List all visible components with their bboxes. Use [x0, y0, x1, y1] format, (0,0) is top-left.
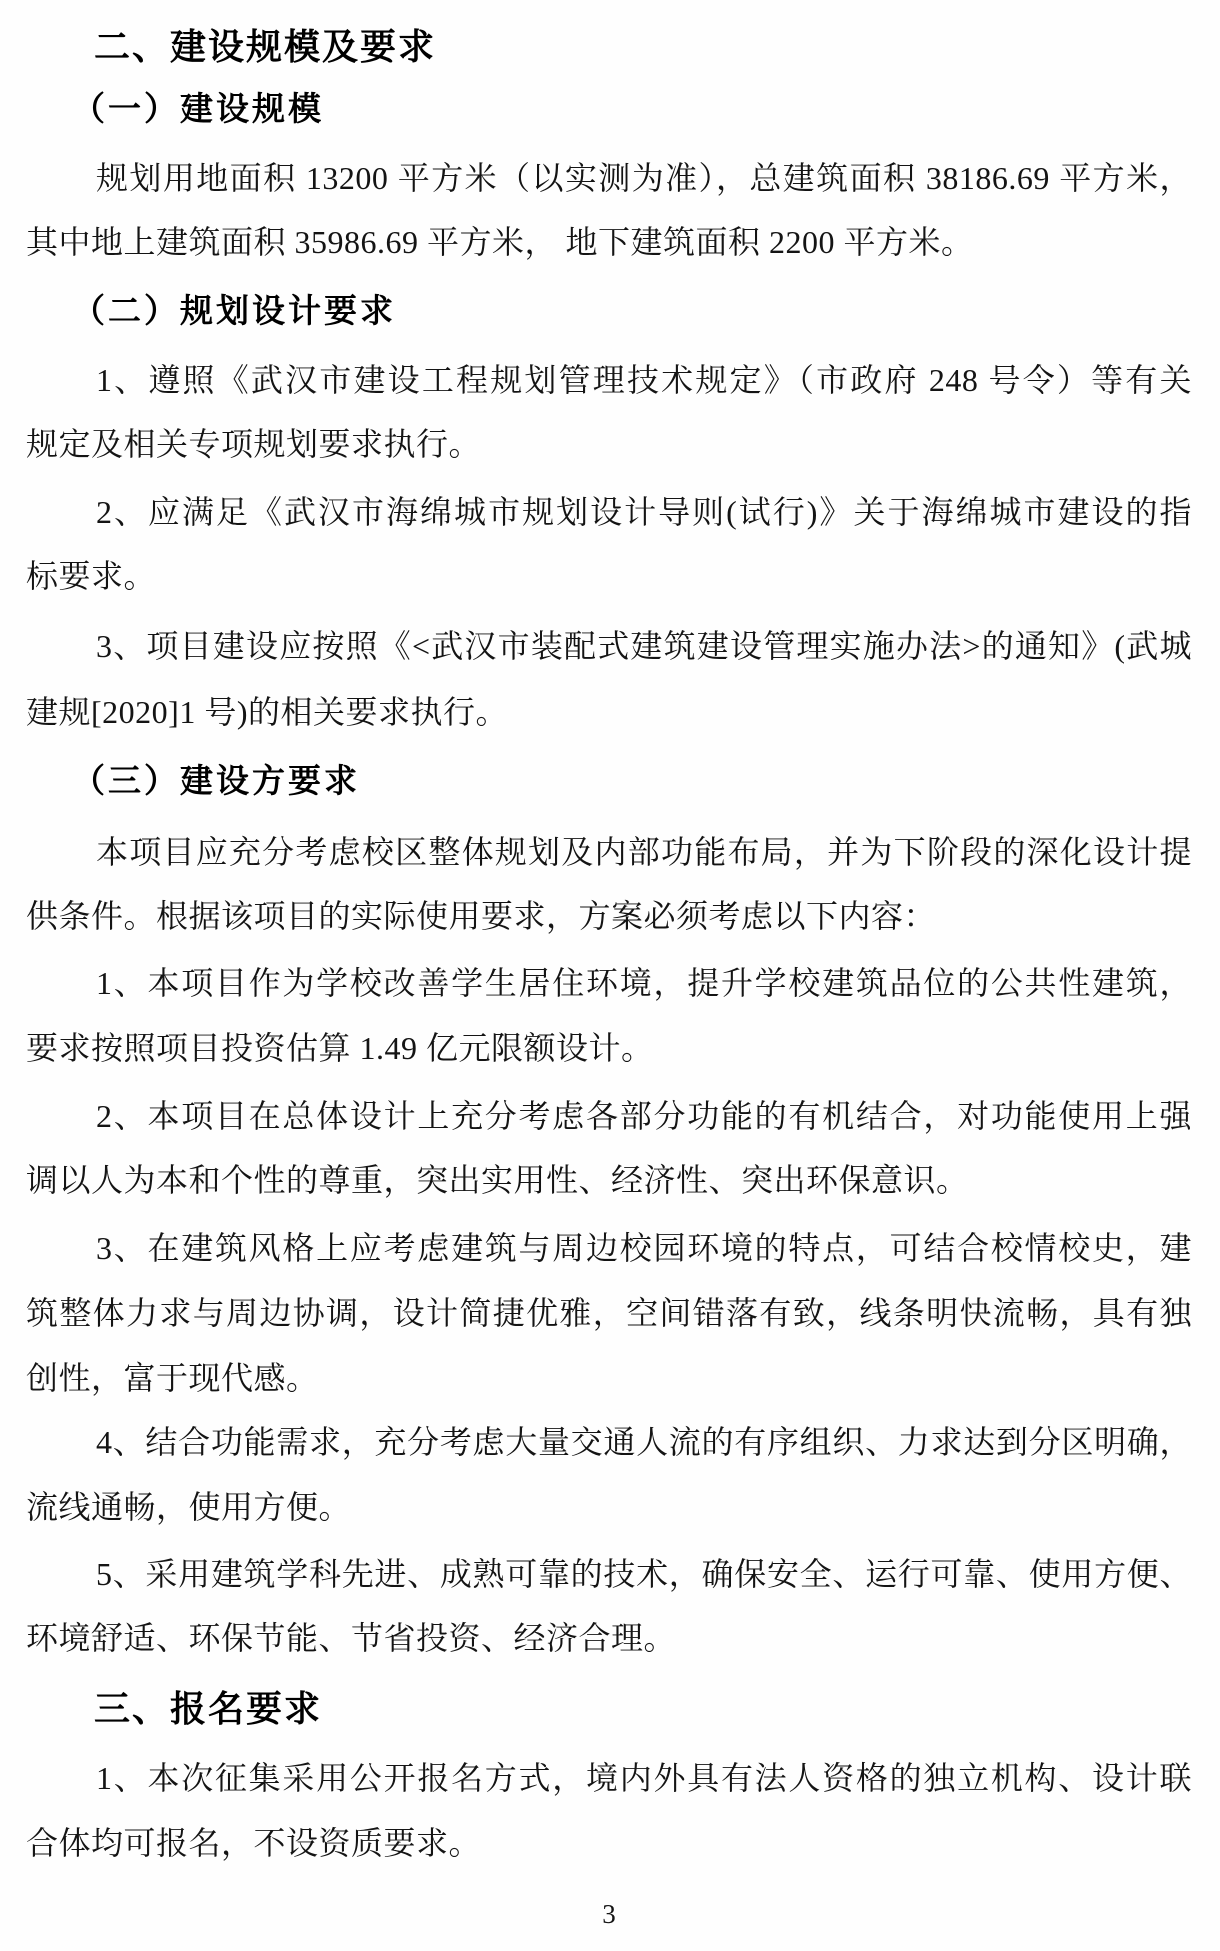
heading-sub-2-planning-design-requirements: （二）规划设计要求 [72, 294, 396, 330]
paragraph-line: 筑整体力求与周边协调，设计简捷优雅，空间错落有致，线条明快流畅，具有独 [26, 1295, 1192, 1331]
paragraph-line: 1、遵照《武汉市建设工程规划管理技术规定》（市政府 248 号令）等有关 [96, 362, 1192, 398]
paragraph-line: 创性，富于现代感。 [26, 1360, 319, 1396]
paragraph-line: 合体均可报名，不设资质要求。 [26, 1825, 482, 1861]
paragraph-line: 建规[2020]1 号)的相关要求执行。 [26, 694, 508, 730]
heading-sub-3-owner-requirements: （三）建设方要求 [72, 764, 360, 800]
paragraph-line: 4、结合功能需求，充分考虑大量交通人流的有序组织、力求达到分区明确， [96, 1424, 1192, 1460]
paragraph-line: 调以人为本和个性的尊重，突出实用性、经济性、突出环保意识。 [26, 1162, 969, 1198]
paragraph-line: 供条件。根据该项目的实际使用要求，方案必须考虑以下内容： [26, 898, 937, 934]
page-number: 3 [602, 1899, 616, 1929]
heading-section-2-construction-scale-requirements: 二、建设规模及要求 [94, 26, 437, 67]
paragraph-line: 流线通畅，使用方便。 [26, 1489, 352, 1525]
paragraph-line: 2、本项目在总体设计上充分考虑各部分功能的有机结合，对功能使用上强 [96, 1098, 1192, 1134]
paragraph-line: 其中地上建筑面积 35986.69 平方米， 地下建筑面积 2200 平方米。 [26, 224, 974, 260]
paragraph-line: 规定及相关专项规划要求执行。 [26, 426, 482, 462]
heading-sub-1-construction-scale: （一）建设规模 [72, 92, 324, 128]
paragraph-line: 2、应满足《武汉市海绵城市规划设计导则(试行)》关于海绵城市建设的指 [96, 494, 1192, 530]
paragraph-line: 要求按照项目投资估算 1.49 亿元限额设计。 [26, 1030, 654, 1066]
paragraph-line: 本项目应充分考虑校区整体规划及内部功能布局，并为下阶段的深化设计提 [96, 834, 1192, 870]
paragraph-line: 环境舒适、环保节能、节省投资、经济合理。 [26, 1620, 677, 1656]
paragraph-line: 5、采用建筑学科先进、成熟可靠的技术，确保安全、运行可靠、使用方便、 [96, 1556, 1192, 1592]
paragraph-line: 3、项目建设应按照《<武汉市装配式建筑建设管理实施办法>的通知》(武城 [96, 628, 1192, 664]
paragraph-line: 1、本次征集采用公开报名方式，境内外具有法人资格的独立机构、设计联 [96, 1760, 1192, 1796]
heading-section-3-registration-requirements: 三、报名要求 [94, 1688, 323, 1729]
paragraph-line: 规划用地面积 13200 平方米（以实测为准），总建筑面积 38186.69 平方米， [96, 160, 1192, 196]
paragraph-line: 标要求。 [26, 558, 157, 594]
paragraph-line: 1、本项目作为学校改善学生居住环境，提升学校建筑品位的公共性建筑， [96, 965, 1192, 1001]
paragraph-line: 3、在建筑风格上应考虑建筑与周边校园环境的特点，可结合校情校史，建 [96, 1230, 1192, 1266]
